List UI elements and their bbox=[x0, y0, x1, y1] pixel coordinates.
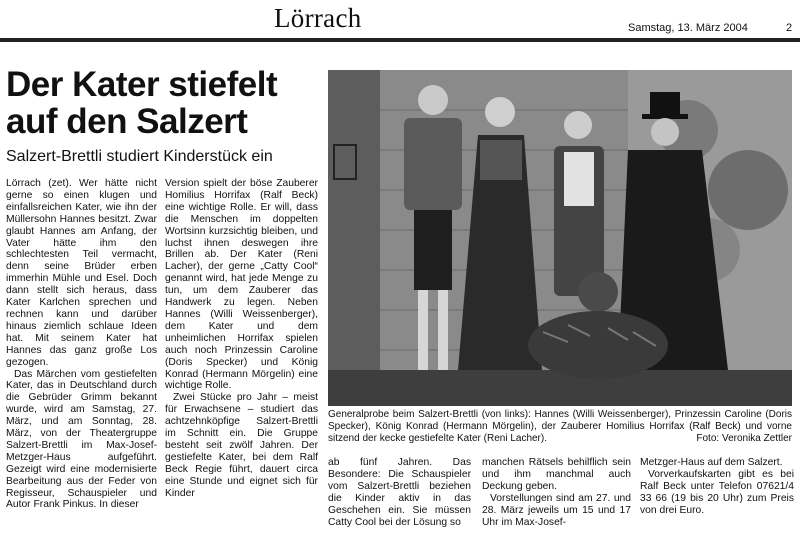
text-column-1 bbox=[6, 178, 157, 538]
paragraph: Vorverkaufskarten gibt es bei Ralf Beck unter Telefon 07621/4 33 66 (19 bis 20 Uhr) zum Preis von drei Euro. bbox=[640, 468, 794, 516]
text-column-4 bbox=[482, 457, 631, 539]
paragraph: Vorstellungen sind am 27. und 28. März jeweils um 15 und 17 Uhr im Max-Josef- bbox=[482, 492, 631, 528]
paragraph: Das Märchen vom gestiefelten Kater, das in Deutschland durch die Gebrüder Grimm bekannt wurde, wird am Samstag, 27. März, und am Sonntag, 28. März, von der Theatergruppe Salzert-Brettli im Max-Josef-Metzger-Haus aufgeführt. Gezeigt wird eine modernisierte Bearbeitung aus der Feder von Regisseur, Schauspieler und Autor Frank Pinkus. In dieser bbox=[6, 368, 157, 511]
caption-text: Generalprobe beim Salzert-Brettli (von links): Hannes (Willi Weissenberger), Prinzessin Caroline (Doris Specker), König Konrad (Hermann Mörgelin), der Zauberer Homilius Horrifax (Ralf Beck) und vorne sitzend der kecke gestiefelte Kater (Reni Lacher). bbox=[328, 409, 792, 444]
page-number: 2 bbox=[786, 22, 793, 34]
masthead bbox=[0, 0, 800, 42]
article-photo bbox=[328, 70, 792, 406]
photo-illustration bbox=[328, 70, 792, 406]
text-column-3 bbox=[328, 457, 471, 539]
photo-credit: Foto: Veronika Zettler bbox=[696, 433, 792, 444]
paragraph: Lörrach (zet). Wer hätte nicht gerne so einen klugen und einfallsreichen Kater, wie ihn der Müllersohn Hannes besitzt. Zwar glaubt Hannes am Anfang, der Vater hätte ihm den schlechtesten Teil vermacht, denn seine Brüder erben immerhin Mühle und Esel. Doch dann stellt sich heraus, dass Kater Karlchen sprechen und rechnen kann und darüber hinaus ziemlich schlaue Ideen hat. Mit seinem Kater hat Hannes das ganz große Los gezogen. bbox=[6, 178, 157, 368]
paragraph: Metzger-Haus auf dem Salzert. bbox=[640, 457, 783, 468]
headline-line-1: Der Kater stiefelt bbox=[6, 65, 278, 104]
masthead-rule bbox=[0, 38, 800, 42]
paragraph: manchen Rätsels behilflich sein und ihm manchmal auch Deckung geben. bbox=[482, 457, 631, 492]
photo-caption bbox=[328, 409, 792, 445]
paragraph: ab fünf Jahren. Das Besondere: Die Schauspieler vom Salzert-Brettli beziehen die Kinder aktiv in das Geschehen ein. Sie müssen Catty Cool bei der Lösung so bbox=[328, 457, 471, 528]
paragraph: Zwei Stücke pro Jahr – meist für Erwachsene – studiert das achtzehnköpfige Salzert-Brettli im Schnitt ein. Die Gruppe besteht seit zwölf Jahren. Der gestiefelte Kater, bei dem Ralf Beck Regie führt, dauert circa eine Stunde und eignet sich für Kinder bbox=[165, 392, 318, 499]
text-column-2 bbox=[165, 178, 318, 538]
city-title: Lörrach bbox=[274, 3, 362, 33]
article-headline bbox=[6, 66, 326, 140]
article-subheadline: Salzert-Brettli studiert Kinderstück ein bbox=[6, 148, 273, 165]
paragraph: Version spielt der böse Zauberer Homilius Horrifax (Ralf Beck) eine wichtige Rolle. Er will, dass die Menschen im doppelten Wortsinn kurzsichtig bleiben, und luchst ihnen deswegen ihre Brillen ab. Der Kater (Reni Lacher), der gerne „Catty Cool“ genannt wird, hat jede Menge zu tun, um dem Zauberer das Handwerk zu legen. Neben Hannes (Willi Weissenberger), dem Kater und dem unheimlichen Horrifax spielen auch noch Prinzessin Caroline (Doris Specker) und König Konrad (Hermann Mörgelin) eine wichtige Rolle. bbox=[165, 178, 318, 392]
text-column-5 bbox=[640, 457, 794, 539]
issue-date: Samstag, 13. März 2004 bbox=[628, 22, 748, 34]
headline-line-2: auf den Salzert bbox=[6, 102, 248, 141]
